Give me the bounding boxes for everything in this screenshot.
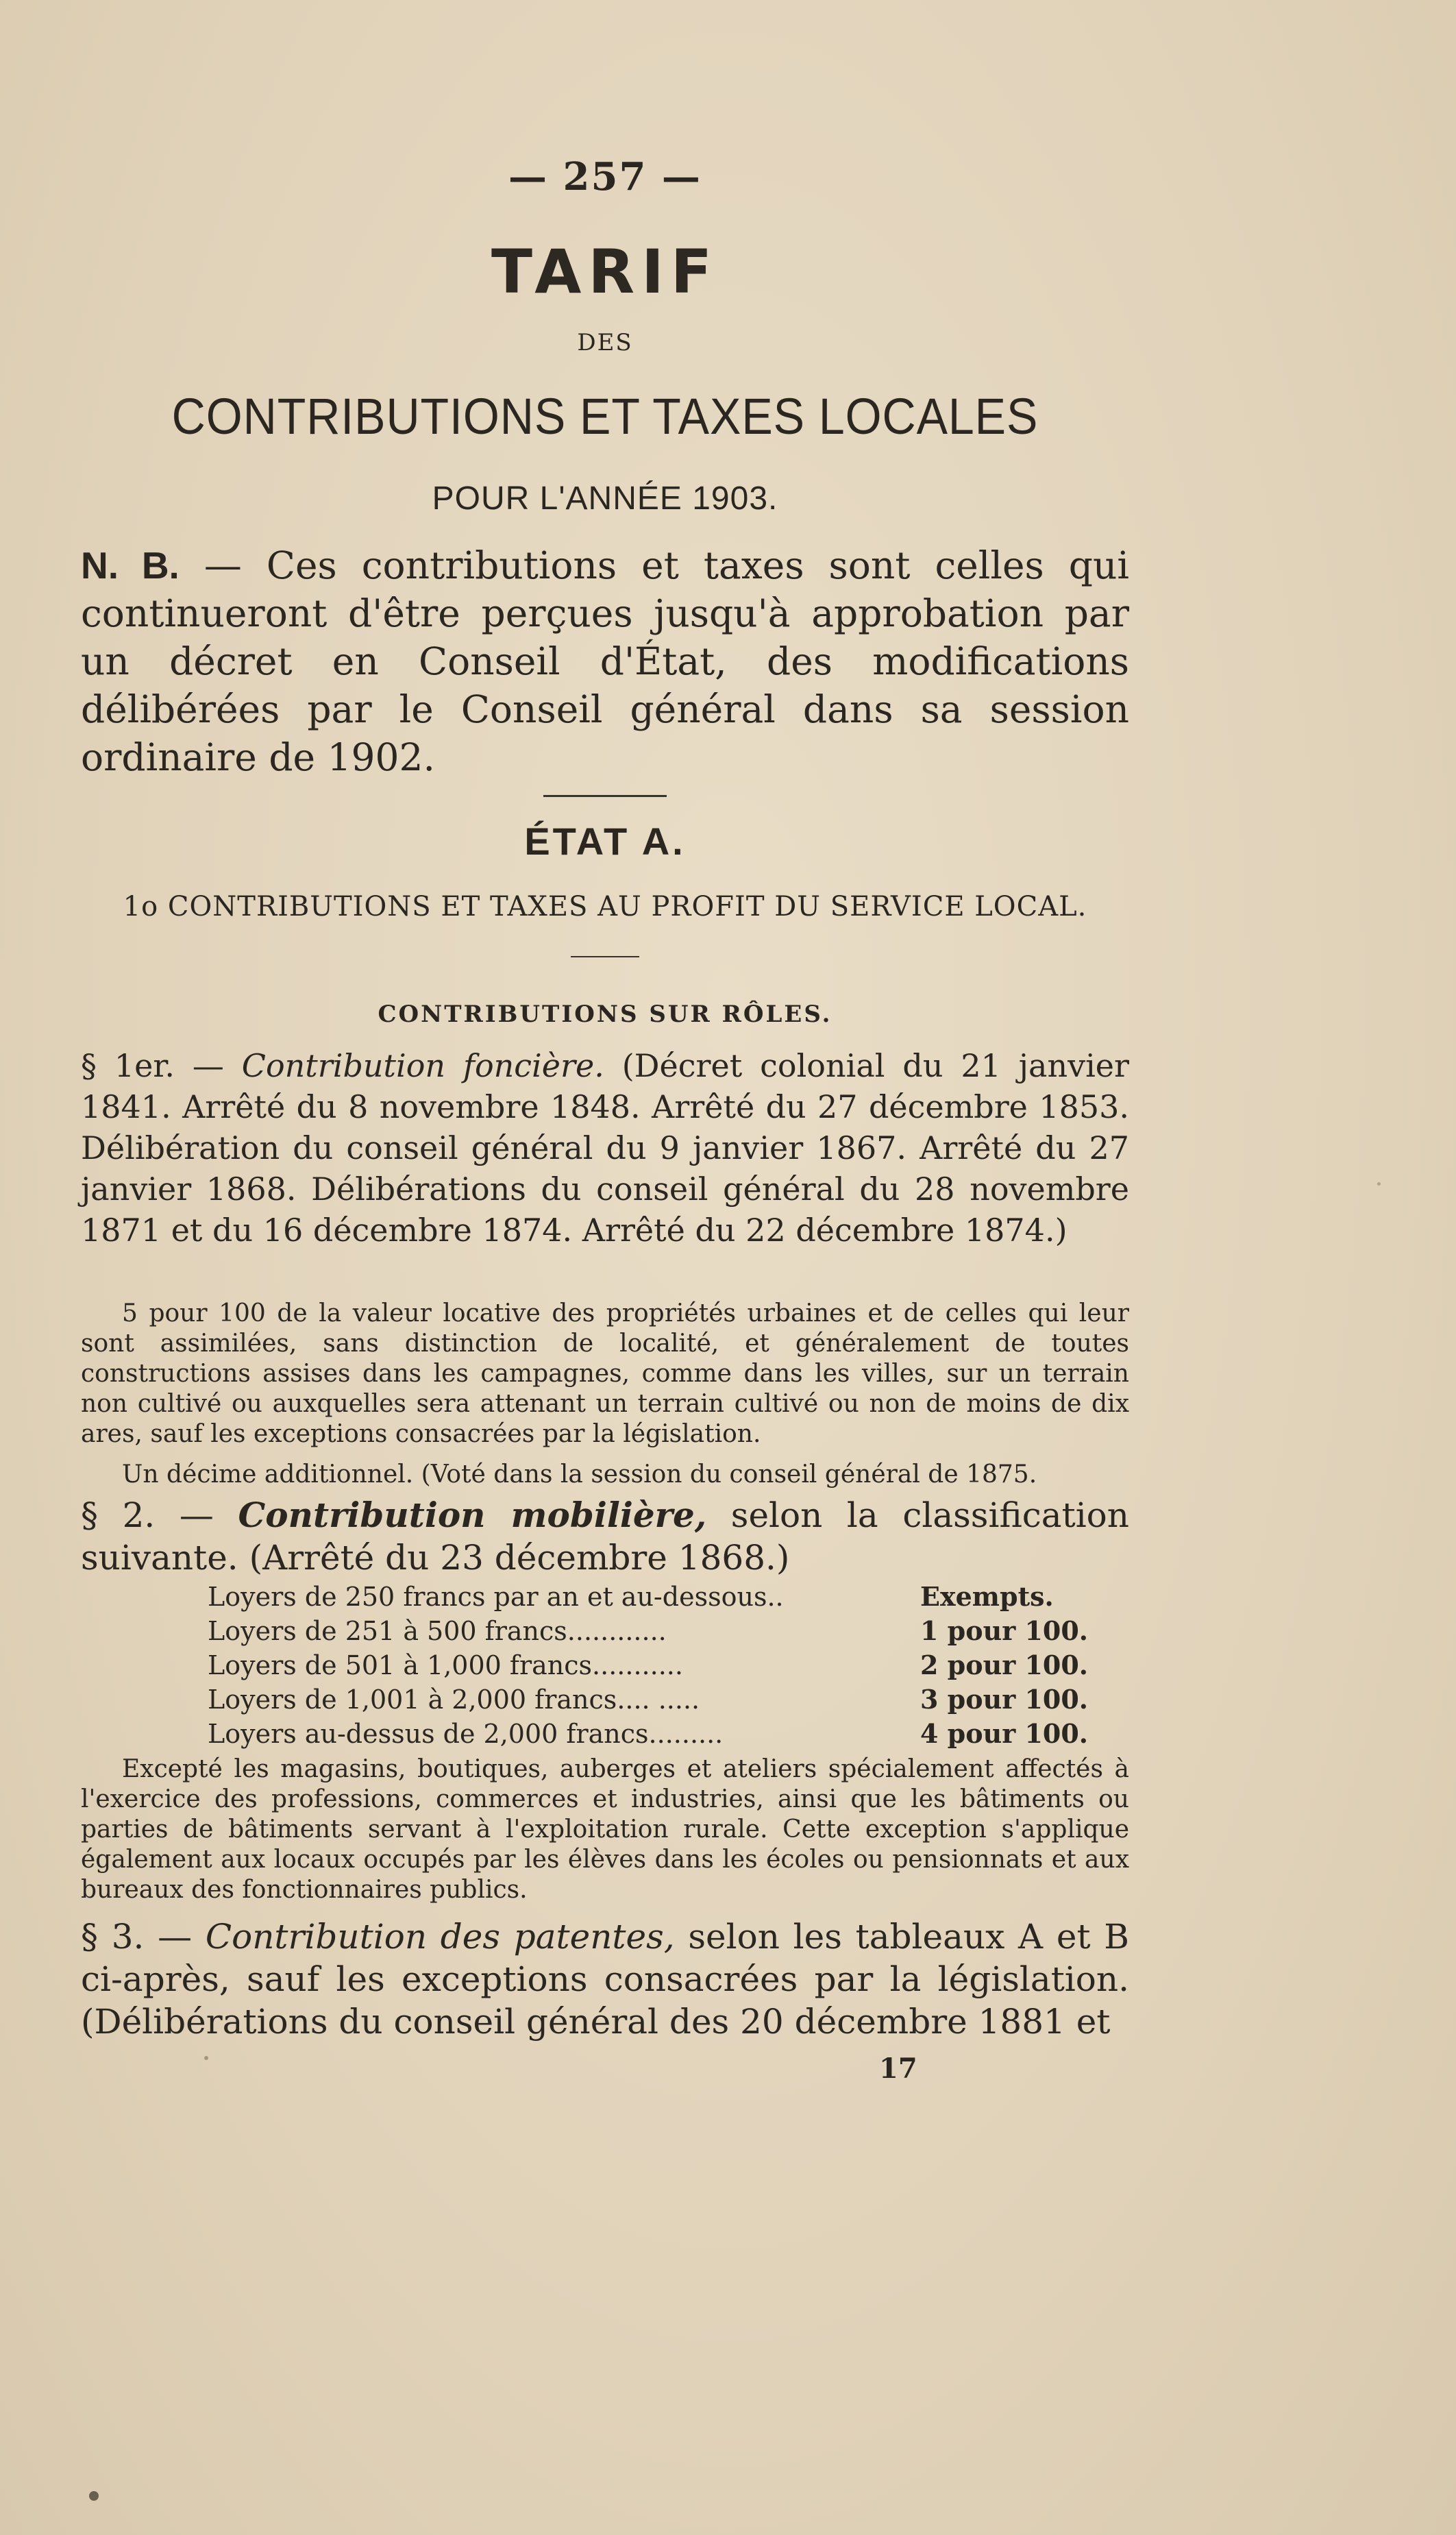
section-1-detail: 5 pour 100 de la valeur locative des propriétés urbaines et de celles qui leur sont assimilées, sans distinction de localité, et généralement de toutes constructions assises dans les campagnes, comme dans les villes, sur un terrain non cultivé ou auxquelles sera attenant un terrain cultivé ou non de moins de dix ares, sauf les exceptions consacrées par la législation.: [81, 1299, 1129, 1448]
page-number: — 257 —: [508, 154, 702, 199]
rent-rate: 1 pour 100.: [920, 1615, 1089, 1646]
rent-row: [208, 1717, 1091, 1751]
rent-row: [208, 1682, 1091, 1717]
heading-main: CONTRIBUTIONS ET TAXES LOCALES: [171, 388, 1039, 445]
section-2-prefix: § 2. —: [81, 1495, 238, 1535]
section-1-prefix: § 1er. —: [81, 1047, 242, 1084]
rent-rate: 2 pour 100.: [920, 1650, 1089, 1680]
rent-label: Loyers de 501 à 1,000 francs...........: [208, 1650, 683, 1680]
rent-table: [208, 1580, 1091, 1751]
rent-label: Loyers au-dessus de 2,000 francs.........: [208, 1719, 724, 1749]
nota-bene-paragraph: [81, 541, 1129, 781]
service-title: 1o CONTRIBUTIONS ET TAXES AU PROFIT DU SERVICE LOCAL.: [123, 891, 1087, 922]
signature-mark: 17: [879, 2053, 917, 2085]
rent-row: [208, 1614, 1091, 1648]
section-3-prefix: § 3. —: [81, 1917, 206, 1957]
paper-speck: [1377, 1182, 1381, 1186]
heading-year: POUR L'ANNÉE 1903.: [432, 480, 778, 517]
separator-rule: [543, 795, 667, 797]
etat-title: ÉTAT A.: [524, 820, 686, 863]
section-1-paragraph: [81, 1045, 1129, 1251]
rent-rate: 3 pour 100.: [920, 1684, 1089, 1715]
section-1-decime: Un décime additionnel. (Voté dans la session du conseil général de 1875.: [122, 1460, 1037, 1489]
paper-speck: [204, 2056, 208, 2060]
rent-label: Loyers de 250 francs par an et au-dessous..: [208, 1582, 784, 1612]
nota-bene-text: — Ces contributions et taxes sont celles qui continueront d'être perçues jusqu'à approbation par un décret en Conseil d'État, des modifications délibérées par le Conseil général dans sa session ordinaire de 1902.: [81, 543, 1129, 779]
section-2-exception: Excepté les magasins, boutiques, auberges et ateliers spécialement affectés à l'exercice des professions, commerces et industries, ainsi que les bâtiments ou parties de bâtiments servant à l'exploitation rurale. Cette exception s'applique également aux locaux occupés par les élèves dans les écoles ou pensionnats et aux bureaux des fonctionnaires publics.: [81, 1755, 1129, 1904]
rent-rate: Exempts.: [920, 1581, 1054, 1612]
rent-label: Loyers de 251 à 500 francs............: [208, 1616, 667, 1646]
section-3-paragraph: [81, 1915, 1129, 2043]
section-2-text: selon la classification suivante. (Arrêté du 23 décembre 1868.): [81, 1495, 1129, 1578]
paper-speck: [89, 2491, 99, 2501]
separator-rule-small: [571, 956, 639, 957]
section-3-text: selon les tableaux A et B ci-après, sauf les exceptions consacrées par la législation. (Délibérations du conseil général des 20 décembre 1881 et: [81, 1917, 1129, 2042]
rent-label: Loyers de 1,001 à 2,000 francs.... .....: [208, 1685, 700, 1715]
heading-des: DES: [577, 329, 633, 356]
rent-row: [208, 1580, 1091, 1614]
section-2-paragraph: [81, 1494, 1129, 1579]
section-3-title: Contribution des patentes,: [205, 1917, 675, 1957]
nota-bene-label: N. B.: [81, 544, 180, 587]
rent-row: [208, 1648, 1091, 1682]
section-2-title: Contribution mobilière,: [238, 1495, 707, 1535]
section-1-title: Contribution foncière.: [241, 1047, 604, 1084]
heading-tarif: TARIF: [491, 236, 719, 307]
section-1-text: (Décret colonial du 21 janvier 1841. Arrêté du 8 novembre 1848. Arrêté du 27 décembre 1853. Délibération du conseil général du 9 janvier 1867. Arrêté du 27 janvier 1868. Délibérations du conseil général du 28 novembre 1871 et du 16 décembre 1874. Arrêté du 22 décembre 1874.): [81, 1047, 1129, 1249]
roles-title: CONTRIBUTIONS SUR RÔLES.: [378, 1001, 832, 1028]
rent-rate: 4 pour 100.: [920, 1718, 1089, 1749]
